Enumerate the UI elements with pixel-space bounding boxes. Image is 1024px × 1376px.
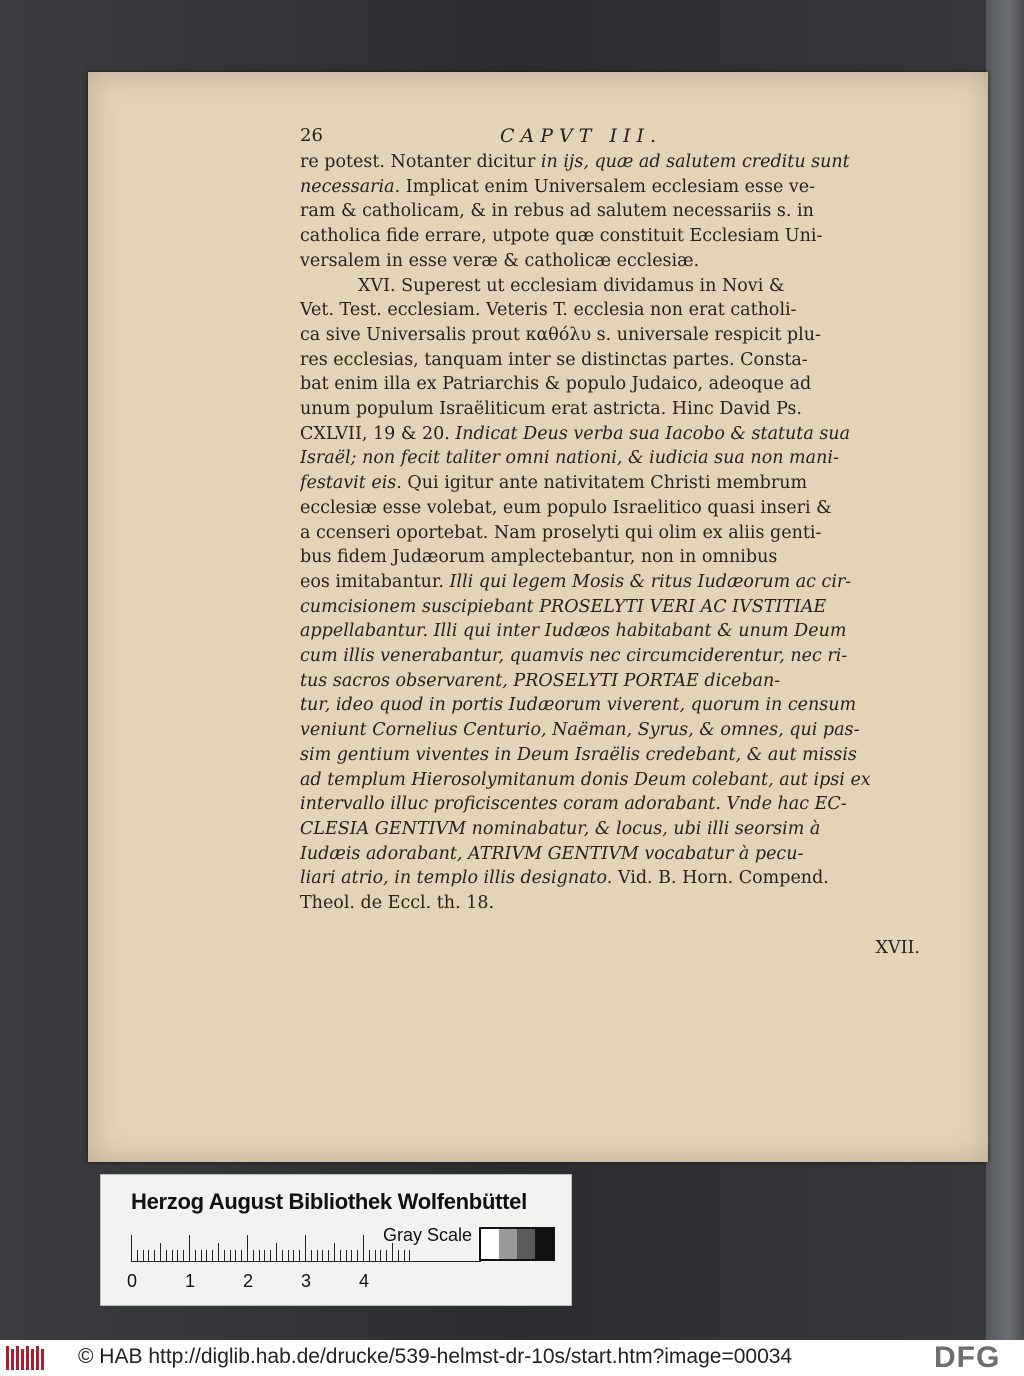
italic-text: tur, ideo quod in portis Iudæorum viverent, quorum in censum (300, 695, 857, 716)
text-line (300, 372, 920, 397)
ruler-tick (404, 1250, 405, 1261)
ruler-tick (288, 1250, 289, 1261)
text-line (300, 397, 920, 422)
text-line (300, 644, 920, 669)
text-line (300, 693, 920, 718)
logo-bar (11, 1349, 14, 1370)
text-line (300, 743, 920, 768)
running-head: CAPVT III. (500, 125, 663, 147)
library-name: Herzog August Bibliothek Wolfenbüttel (131, 1189, 527, 1214)
hab-logo-icon (6, 1346, 48, 1370)
ruler-tick (177, 1250, 178, 1261)
text-line (300, 323, 920, 348)
ruler-tick (398, 1250, 399, 1261)
ruler-number: 4 (359, 1271, 370, 1291)
dfg-logo: DFG (934, 1341, 1001, 1374)
gray-swatch (499, 1229, 517, 1259)
text-line (300, 298, 920, 323)
gray-swatch (535, 1229, 553, 1259)
italic-text: Israël; non fecit taliter omni nationi, & iudicia sua non mani- (300, 448, 839, 469)
italic-text: intervallo illuc proficiscentes coram adorabant. Vnde hac EC- (300, 794, 847, 815)
ruler-tick (328, 1250, 329, 1261)
ruler-tick (363, 1235, 364, 1261)
ruler-number: 0 (127, 1271, 138, 1291)
italic-text: Iudæis adorabant, ATRIVM GENTIVM vocabatur à pecu- (300, 843, 804, 864)
italic-text: Indicat Deus verba sua Iacobo & statuta sua (455, 423, 851, 444)
logo-bar (41, 1349, 44, 1370)
ruler-tick (357, 1250, 358, 1261)
italic-text: ad templum Hierosolymitanum donis Deum colebant, aut ipsi ex (300, 769, 871, 790)
italic-text: cumcisionem suscipiebant PROSELYTI VERI AC IVSTITIAE (300, 596, 827, 617)
roman-text: a ccenseri oportebat. Nam proselyti qui olim ex aliis genti- (300, 522, 822, 543)
ruler-tick (253, 1250, 254, 1261)
text-line (300, 768, 920, 793)
book-page (88, 72, 988, 1162)
roman-text: Vet. Test. ecclesiam. Veteris T. ecclesia non erat catholi- (300, 300, 797, 321)
roman-text: ram & catholicam, & in rebus ad salutem necessariis s. in (300, 201, 814, 222)
italic-text: cum illis venerabantur, quamvis nec circumciderentur, nec ri- (300, 646, 848, 667)
ruler-tick (375, 1250, 376, 1261)
roman-text: Theol. de Eccl. th. 18. (300, 893, 495, 914)
ruler-tick (409, 1250, 410, 1261)
ruler-tick (235, 1250, 236, 1261)
book-edge (986, 0, 1024, 1340)
ruler-tick (218, 1243, 219, 1261)
italic-text: CLESIA GENTIVM nominabatur, & locus, ubi illi seorsim à (300, 818, 821, 839)
italic-text: liari atrio, in templo illis designato. (300, 868, 613, 889)
ruler-tick (317, 1250, 318, 1261)
gray-scale-label: Gray Scale (383, 1225, 473, 1245)
text-line (300, 150, 920, 175)
text-line (300, 249, 920, 274)
roman-text: catholica fide errare, utpote quæ constituit Ecclesiam Uni- (300, 226, 823, 247)
ruler-tick (206, 1250, 207, 1261)
text-line (300, 718, 920, 743)
ruler-tick (305, 1235, 306, 1261)
ruler-tick (270, 1250, 271, 1261)
ruler-tick (131, 1235, 132, 1261)
text-line (300, 792, 920, 817)
text-line (300, 866, 920, 891)
roman-text: re potest. Notanter dicitur (300, 152, 541, 172)
ruler-tick (189, 1235, 190, 1261)
ruler-tick (224, 1250, 225, 1261)
catchword: XVII. (875, 937, 920, 958)
ruler-tick (276, 1243, 277, 1261)
roman-text: res ecclesias, tanquam inter se distinctas partes. Consta- (300, 349, 808, 370)
ruler-number: 2 (243, 1271, 254, 1291)
ruler-number: 1 (185, 1271, 196, 1291)
logo-bar (6, 1346, 9, 1370)
gray-swatch (517, 1229, 535, 1259)
logo-bar (21, 1349, 24, 1370)
ruler-tick (247, 1235, 248, 1261)
text-line (300, 619, 920, 644)
ruler-tick (259, 1250, 260, 1261)
ruler-tick (322, 1250, 323, 1261)
italic-text: veniunt Cornelius Centurio, Naëman, Syrus, & omnes, qui pas- (300, 720, 860, 741)
text-line (300, 274, 920, 299)
roman-text: Vid. B. Horn. Compend. (612, 868, 829, 889)
text-line (300, 471, 920, 496)
ruler-tick (212, 1250, 213, 1261)
ruler-tick (351, 1250, 352, 1261)
ruler-tick (148, 1250, 149, 1261)
italic-text: in ijs, quæ ad salutem creditu sunt (540, 152, 850, 172)
text-line (300, 446, 920, 471)
roman-text: Qui igitur ante nativitatem Christi membrum (401, 473, 808, 494)
text-line (300, 521, 920, 546)
text-line (300, 496, 920, 521)
ruler-tick (334, 1243, 335, 1261)
text-line (300, 348, 920, 373)
ruler-tick (282, 1250, 283, 1261)
page-number: 26 (300, 125, 323, 146)
text-line (300, 224, 920, 249)
ruler-tick (195, 1250, 196, 1261)
page-text-block (300, 124, 920, 961)
text-line (300, 595, 920, 620)
logo-bar (16, 1346, 19, 1370)
footer-bar (0, 1340, 1024, 1376)
ruler-tick (137, 1250, 138, 1261)
text-line (300, 422, 920, 447)
italic-text: appellabantur. Illi qui inter Iudæos habitabant & unum Deum (300, 621, 847, 642)
text-line (300, 545, 920, 570)
text-line (300, 817, 920, 842)
footer-url: © HAB http://diglib.hab.de/drucke/539-helmst-dr-10s/start.htm?image=00034 (78, 1345, 793, 1368)
italic-text: necessaria. (300, 176, 401, 197)
italic-text: Illi qui legem Mosis & ritus Iudæorum ac cir- (449, 571, 852, 592)
ruler-tick (380, 1250, 381, 1261)
ruler-tick (369, 1250, 370, 1261)
logo-bar (26, 1346, 29, 1370)
italic-text: festavit eis. (300, 473, 402, 494)
ruler-tick (346, 1250, 347, 1261)
roman-text: Implicat enim Universalem ecclesiam esse ve- (400, 176, 816, 197)
ruler-tick (201, 1250, 202, 1261)
text-line (300, 891, 920, 916)
ruler-tick (340, 1250, 341, 1261)
gray-scale-swatch (479, 1227, 555, 1261)
ruler-tick (154, 1250, 155, 1261)
ruler-number: 3 (301, 1271, 312, 1291)
text-line (300, 842, 920, 867)
ruler-tick (230, 1250, 231, 1261)
ruler-tick (386, 1250, 387, 1261)
ruler-tick (143, 1250, 144, 1261)
logo-bar (36, 1346, 39, 1370)
roman-text: unum populum Israëliticum erat astricta. Hinc David Ps. (300, 399, 802, 420)
ruler-tick (166, 1250, 167, 1261)
ruler-tick (241, 1250, 242, 1261)
ruler-tick (293, 1250, 294, 1261)
ruler-tick (160, 1243, 161, 1261)
italic-text: tus sacros observarent, PROSELYTI PORTAE diceban- (300, 670, 781, 691)
italic-text: sim gentium viventes in Deum Israëlis credebant, & aut missis (300, 744, 857, 765)
ruler-tick (183, 1250, 184, 1261)
page-header (300, 124, 920, 150)
ruler-tick (311, 1250, 312, 1261)
roman-text: ca sive Universalis prout καθόλυ s. universale respicit plu- (300, 324, 821, 345)
text-line (300, 669, 920, 694)
gray-swatch (481, 1229, 499, 1259)
text-line (300, 199, 920, 224)
roman-text: XVI. Superest ut ecclesiam dividamus in Novi & (358, 275, 785, 296)
text-line (300, 175, 920, 200)
page-lines (300, 150, 920, 916)
ruler-tick (264, 1250, 265, 1261)
ruler-tick (299, 1250, 300, 1261)
roman-text: CXLVII, 19 & 20. (300, 423, 456, 444)
scale-card (100, 1174, 572, 1306)
logo-bar (31, 1349, 34, 1370)
roman-text: eos imitabantur. (300, 571, 450, 592)
roman-text: ecclesiæ esse volebat, eum populo Israelitico quasi inseri & (300, 497, 832, 518)
roman-text: versalem in esse veræ & catholicæ ecclesiæ. (300, 250, 700, 271)
ruler-tick (172, 1250, 173, 1261)
text-line (300, 570, 920, 595)
roman-text: bat enim illa ex Patriarchis & populo Judaico, adeoque ad (300, 374, 812, 395)
roman-text: bus fidem Judæorum amplectebantur, non in omnibus (300, 547, 778, 568)
